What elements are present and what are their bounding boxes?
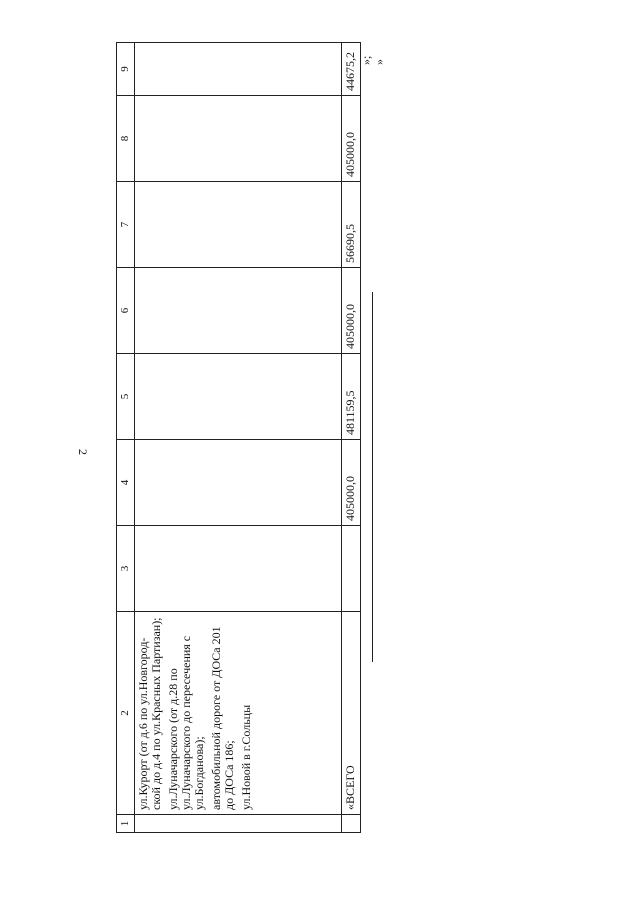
total-cell: 405000,0 — [342, 268, 361, 354]
header-cell: 5 — [117, 354, 135, 440]
header-cell: 2 — [117, 612, 135, 815]
table-cell — [135, 440, 342, 526]
total-label: «ВСЕГО — [342, 612, 361, 815]
total-row — [342, 43, 361, 833]
table-cell — [135, 815, 342, 833]
separator-line — [372, 292, 373, 662]
table-row — [135, 43, 342, 833]
street-item: ул.Луначарского (от д.28 по ул.Луначарского до пересечения с ул.Богданова); — [166, 635, 206, 810]
header-cell: 4 — [117, 440, 135, 526]
total-cell: 405000,0 — [342, 440, 361, 526]
header-cell: 6 — [117, 268, 135, 354]
header-row — [117, 43, 135, 833]
header-cell: 3 — [117, 526, 135, 612]
street-item: ул.Курорт (от д.6 по ул.Новгород-ской до д.4 по ул.Красных Партизан); — [136, 617, 163, 810]
table-cell — [342, 815, 361, 833]
total-cell: 56690,5 — [342, 182, 361, 268]
table-cell — [135, 268, 342, 354]
total-cell: 481159,5 — [342, 354, 361, 440]
header-cell: 1 — [117, 815, 135, 833]
table-cell — [135, 354, 342, 440]
street-item: ул.Новой в г.Сольцы — [239, 704, 253, 810]
closing-quote-row1: »; — [359, 55, 373, 65]
rotated-table-container — [116, 52, 386, 833]
table-cell — [135, 96, 342, 182]
page-number: 2 — [76, 449, 90, 455]
total-cell: 405000,0 — [342, 96, 361, 182]
total-cell — [342, 526, 361, 612]
street-item: автомобильной дороге от ДОСа 201 до ДОСа 186; — [209, 626, 236, 810]
table-cell — [135, 182, 342, 268]
closing-quote-row2: » — [372, 59, 386, 65]
header-cell: 8 — [117, 96, 135, 182]
street-list-cell — [135, 612, 342, 815]
total-cell: 44675,2 — [342, 43, 361, 96]
table-cell — [135, 526, 342, 612]
table-cell — [135, 43, 342, 96]
header-cell: 7 — [117, 182, 135, 268]
budget-table — [116, 42, 361, 833]
header-cell: 9 — [117, 43, 135, 96]
